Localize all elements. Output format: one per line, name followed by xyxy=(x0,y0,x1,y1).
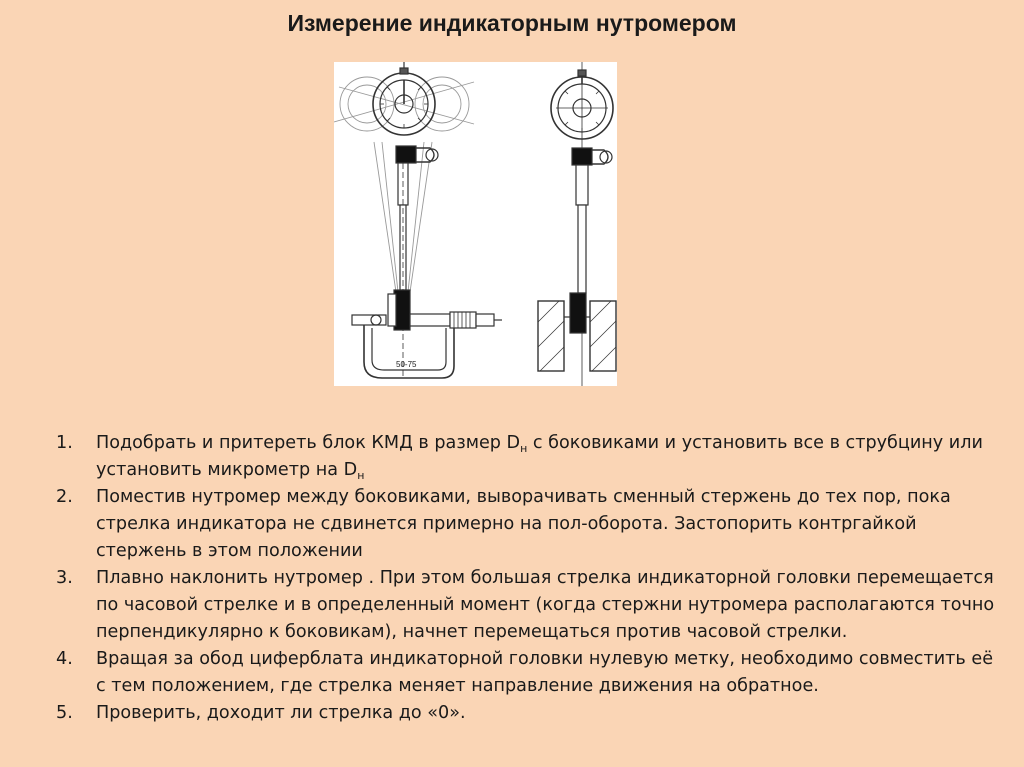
step-item xyxy=(52,565,1002,646)
step-number: 5. xyxy=(56,703,73,723)
procedure-steps xyxy=(52,430,1002,727)
step-number: 3. xyxy=(56,568,73,588)
step-number: 1. xyxy=(56,433,73,453)
step-text: Поместив нутромер между боковиками, выворачивать сменный стержень до тех пор, пока стрелка индикатора не сдвинется примерно на пол-оборота. Застопорить контргайкой стержень в этом положении xyxy=(96,487,951,561)
bore-gauge-illustration xyxy=(334,62,617,386)
step-item xyxy=(52,484,1002,565)
step-number: 4. xyxy=(56,649,73,669)
step-text: Вращая за обод циферблата индикаторной головки нулевую метку, необходимо совместить её с тем положением, где стрелка меняет направление движения на обратное. xyxy=(96,649,994,696)
step-item xyxy=(52,700,1002,727)
step-item xyxy=(52,430,1002,484)
step-text: Проверить, доходит ли стрелка до «0». xyxy=(96,703,466,723)
step-item xyxy=(52,646,1002,700)
step-text: Плавно наклонить нутромер . При этом большая стрелка индикаторной головки перемещается по часовой стрелке и в определенный момент (когда стержни нутромера располагаются точно перпендикулярно к боковикам), начнет перемещаться против часовой стрелки. xyxy=(96,568,995,642)
micrometer-range-label: 50-75 xyxy=(396,360,417,369)
step-text: Подобрать и притереть блок КМД в размер $D_н$ с боковиками и установить все в струбцину или установить микрометр на $D_н$ xyxy=(96,433,983,482)
step-number: 2. xyxy=(56,487,73,507)
slide-title: Измерение индикаторным нутромером xyxy=(287,10,737,36)
